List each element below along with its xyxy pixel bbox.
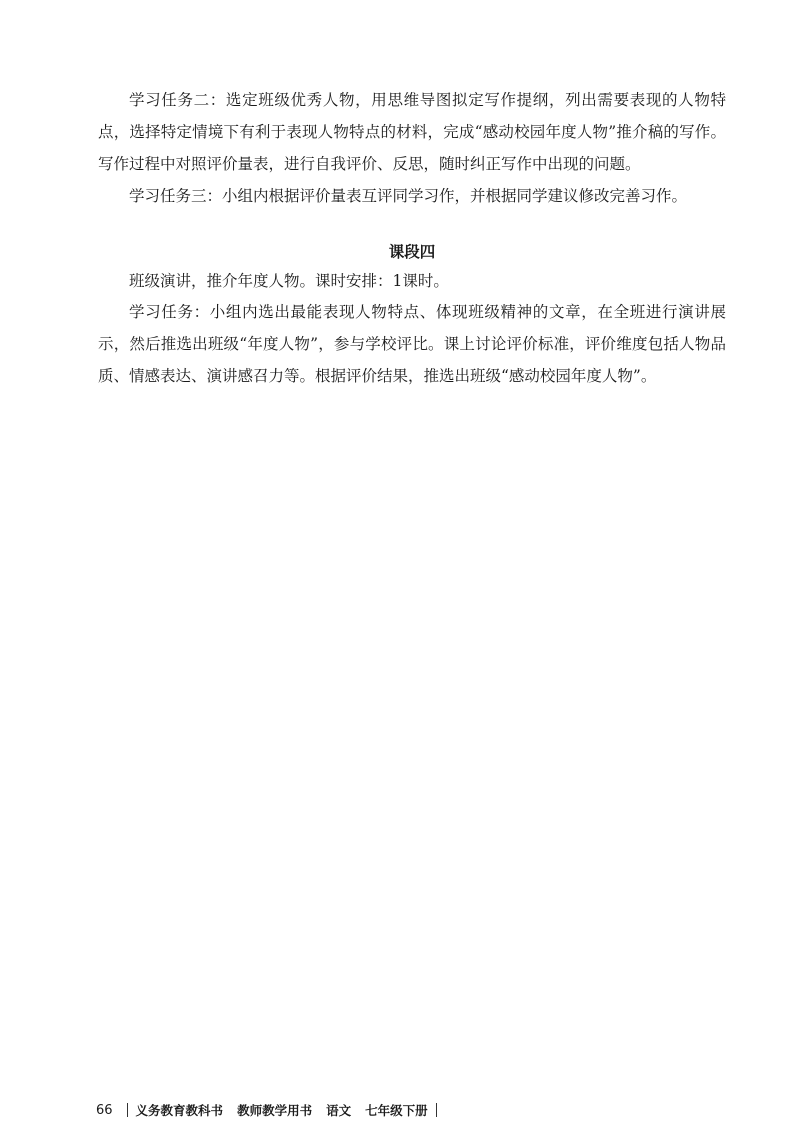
footer-subject: 语文 bbox=[326, 1103, 352, 1118]
paragraph-class-speech: 班级演讲，推介年度人物。课时安排：1课时。 bbox=[129, 272, 449, 290]
footer-book-series: 义务教育教科书 bbox=[135, 1103, 224, 1118]
footer-divider-left bbox=[127, 1103, 128, 1117]
section-heading: 课段四 bbox=[388, 242, 436, 261]
paragraph-learning-task: 学习任务：小组内选出最能表现人物特点、体现班级精神的文章，在全班进行演讲展示，然后推选出班级“年度人物”，参与学校评比。课上讨论评价标准，评价维度包括人物品质、情感表达、演讲感召力等。根据评价结果，推选出班级“感动校园年度人物”。 bbox=[98, 303, 726, 385]
paragraph-task-three: 学习任务三：小组内根据评价量表互评同学习作，并根据同学建议修改完善习作。 bbox=[129, 187, 688, 205]
page-number: 66 bbox=[96, 1102, 113, 1118]
footer-divider-right bbox=[436, 1103, 437, 1117]
footer-grade: 七年级下册 bbox=[365, 1103, 428, 1118]
page-footer bbox=[96, 1098, 437, 1122]
paragraph-task-two: 学习任务二：选定班级优秀人物，用思维导图拟定写作提纲，列出需要表现的人物特点，选择特定情境下有利于表现人物特点的材料，完成“感动校园年度人物”推介稿的写作。写作过程中对照评价量表，进行自我评价、反思，随时纠正写作中出现的问题。 bbox=[98, 91, 726, 173]
footer-book-type: 教师教学用书 bbox=[237, 1103, 313, 1118]
